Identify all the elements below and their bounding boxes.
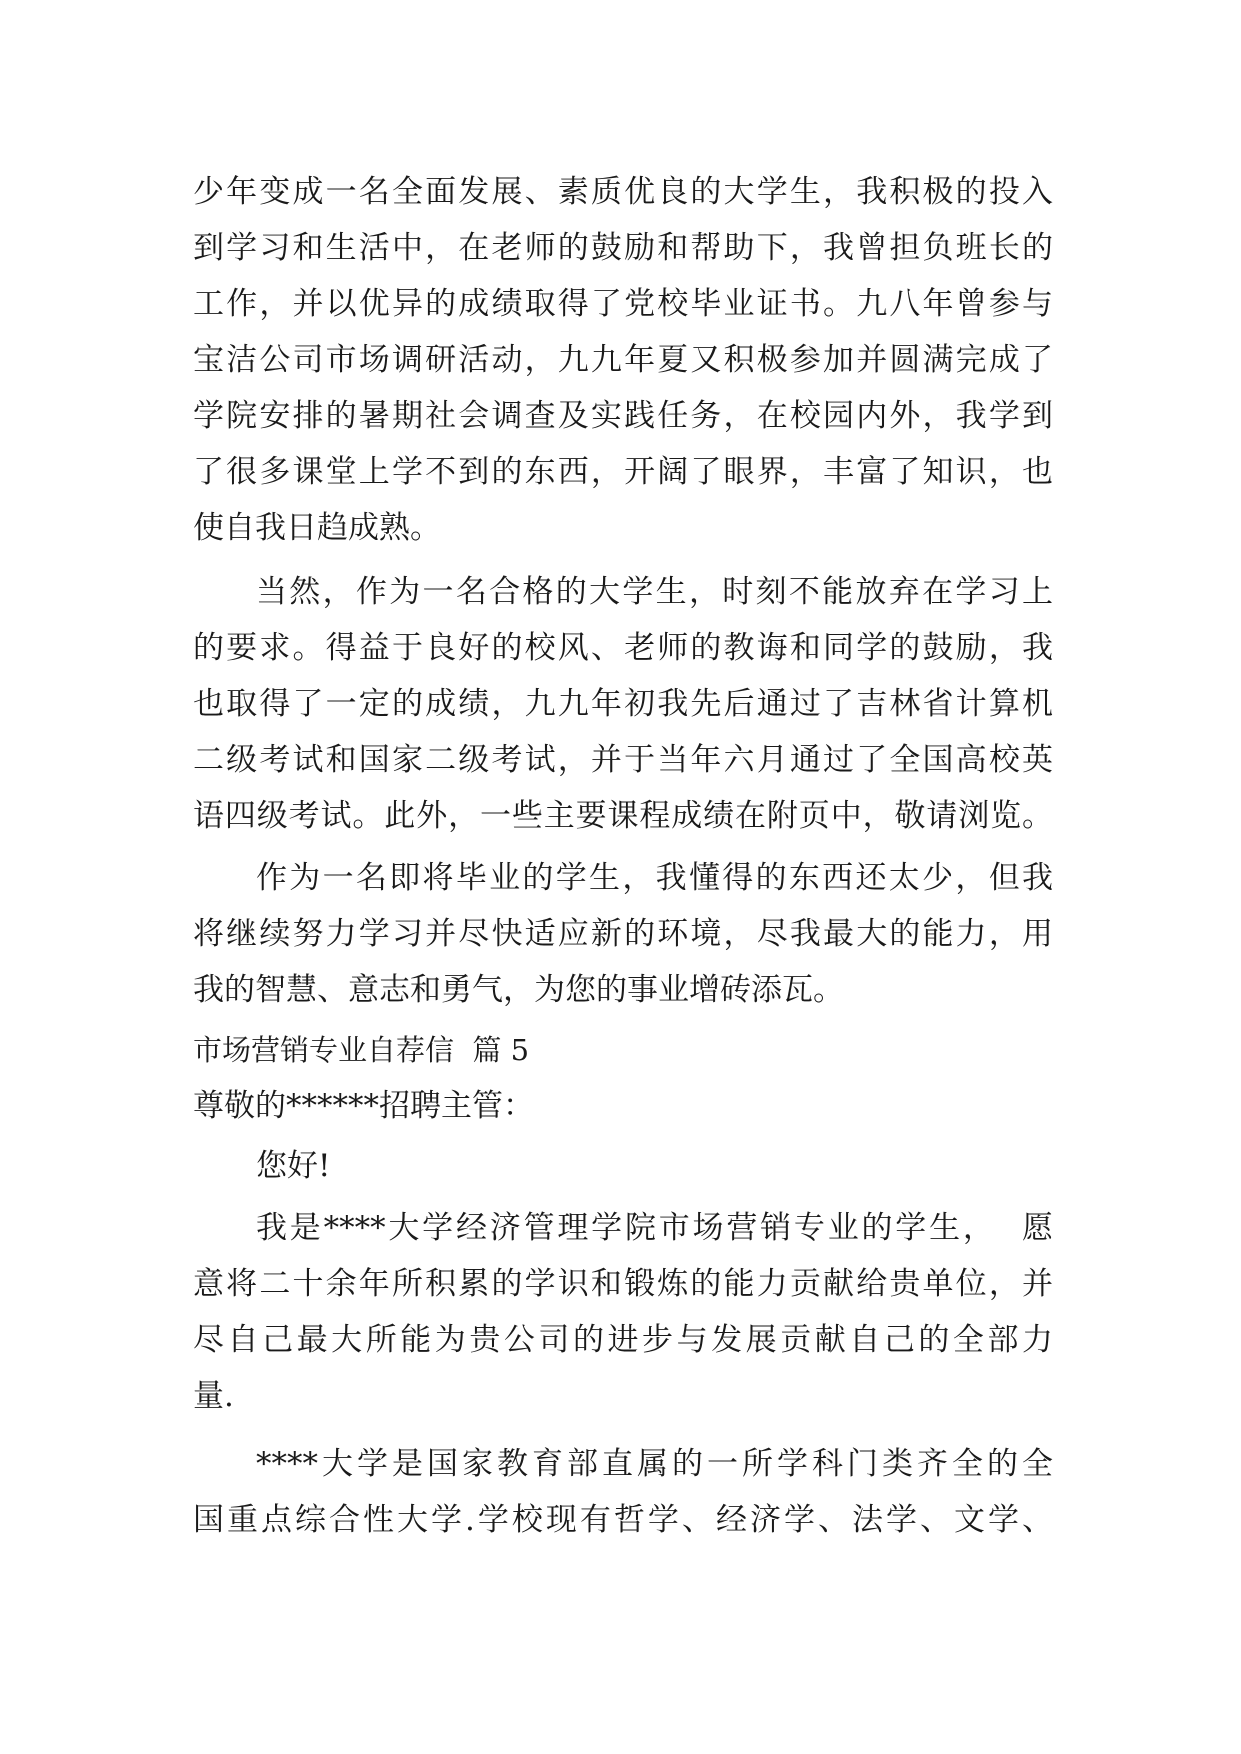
salutation: 尊敬的******招聘主管：	[193, 1088, 534, 1124]
paragraph-2-line-2: 的要求。得益于良好的校风、老师的教诲和同学的鼓励，我	[193, 630, 1053, 666]
greeting: 您好!	[256, 1148, 331, 1184]
section-title: 市场营销专业自荐信 篇 5	[193, 1033, 530, 1067]
paragraph-2-line-1: 当然，作为一名合格的大学生，时刻不能放弃在学习上	[256, 574, 1053, 610]
paragraph-1-line-3: 工作，并以优异的成绩取得了党校毕业证书。九八年曾参与	[193, 286, 1053, 322]
paragraph-1-line-4: 宝洁公司市场调研活动，九九年夏又积极参加并圆满完成了	[193, 342, 1053, 378]
paragraph-3-line-2: 将继续努力学习并尽快适应新的环境，尽我最大的能力，用	[193, 916, 1053, 952]
paragraph-2-line-5: 语四级考试。此外，一些主要课程成绩在附页中，敬请浏览。	[193, 798, 1053, 834]
paragraph-5-line-1: ****大学是国家教育部直属的一所学科门类齐全的全	[256, 1446, 1053, 1482]
paragraph-5-line-2: 国重点综合性大学.学校现有哲学、经济学、法学、文学、	[193, 1502, 1053, 1538]
paragraph-1-line-6: 了很多课堂上学不到的东西，开阔了眼界，丰富了知识，也	[193, 454, 1053, 490]
paragraph-3-line-3: 我的智慧、意志和勇气，为您的事业增砖添瓦。	[193, 972, 844, 1008]
paragraph-1-line-2: 到学习和生活中，在老师的鼓励和帮助下，我曾担负班长的	[193, 230, 1053, 266]
paragraph-3-line-1: 作为一名即将毕业的学生，我懂得的东西还太少，但我	[256, 860, 1053, 896]
paragraph-1-line-5: 学院安排的暑期社会调查及实践任务，在校园内外，我学到	[193, 398, 1053, 434]
paragraph-4-line-2: 意将二十余年所积累的学识和锻炼的能力贡献给贵单位，并	[193, 1266, 1053, 1302]
paragraph-1-line-7: 使自我日趋成熟。	[193, 510, 441, 546]
paragraph-2-line-4: 二级考试和国家二级考试，并于当年六月通过了全国高校英	[193, 742, 1053, 778]
paragraph-4-line-4: 量.	[193, 1378, 234, 1414]
paragraph-1-line-1: 少年变成一名全面发展、素质优良的大学生，我积极的投入	[193, 174, 1053, 210]
paragraph-4-line-1: 我是****大学经济管理学院市场营销专业的学生， 愿	[256, 1210, 1053, 1246]
paragraph-4-line-3: 尽自己最大所能为贵公司的进步与发展贡献自己的全部力	[193, 1322, 1053, 1358]
paragraph-2-line-3: 也取得了一定的成绩，九九年初我先后通过了吉林省计算机	[193, 686, 1053, 722]
